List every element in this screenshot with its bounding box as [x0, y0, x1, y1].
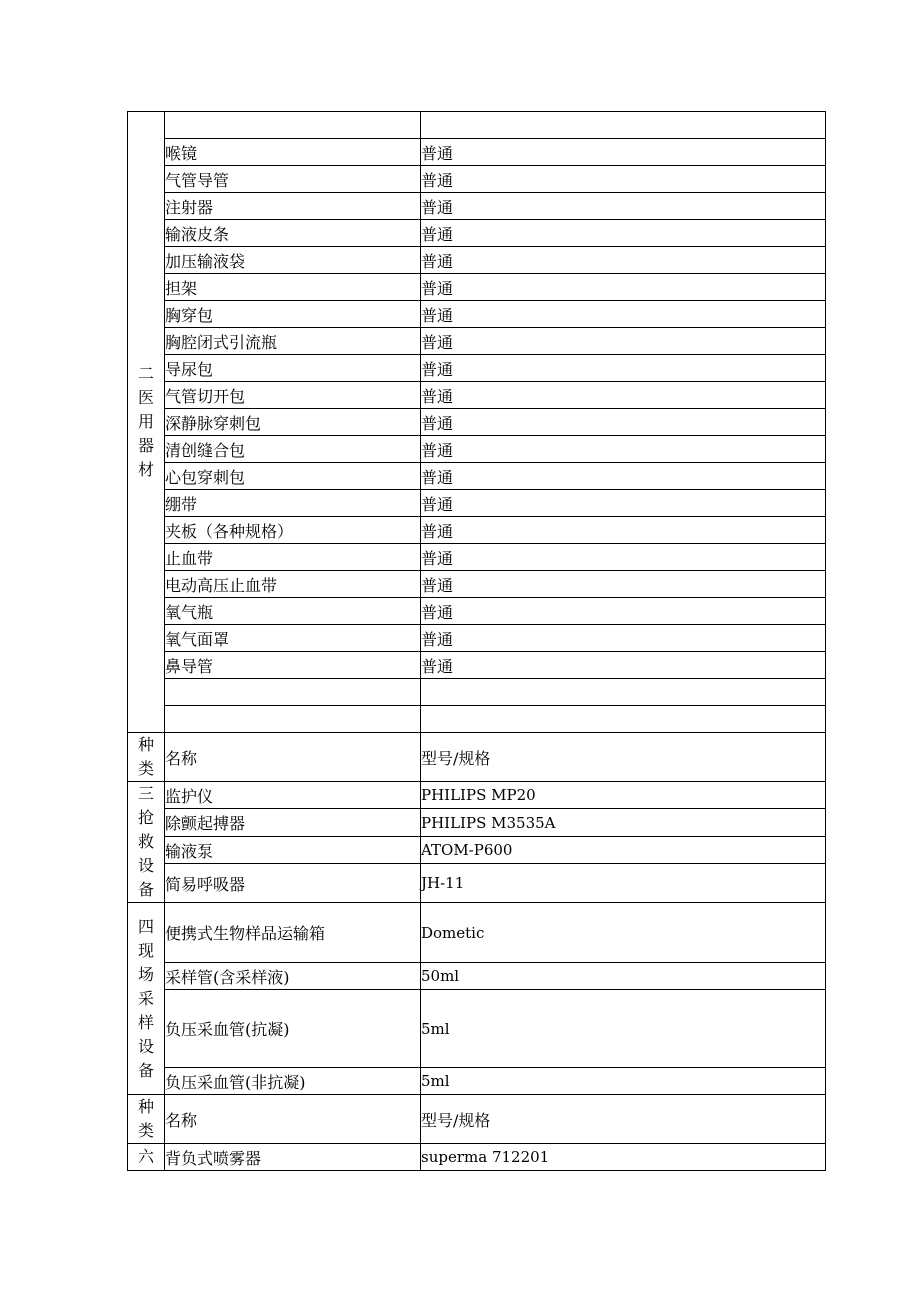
item-name: 加压输液袋: [165, 247, 421, 274]
item-spec: 普通: [421, 463, 826, 490]
item-name: 输液皮条: [165, 220, 421, 247]
category-char: 设: [137, 1036, 154, 1056]
item-spec: ATOM-P600: [421, 836, 826, 863]
category-char: 设: [137, 856, 154, 875]
item-name: 简易呼吸器: [165, 864, 421, 903]
category-char: 种: [137, 735, 154, 754]
item-name: 注射器: [165, 193, 421, 220]
equipment-table: [127, 111, 826, 1171]
category-header-cell: [128, 733, 165, 782]
item-name: [165, 112, 421, 139]
category-char: 样: [137, 1012, 154, 1032]
table-row: [128, 112, 826, 139]
table-row: [128, 1144, 826, 1171]
table-row: [128, 990, 826, 1068]
table-row: [128, 139, 826, 166]
item-name: 背负式喷雾器: [165, 1144, 421, 1171]
item-name: 便携式生物样品运输箱: [165, 903, 421, 963]
category-char: 类: [137, 759, 154, 778]
item-spec: [421, 679, 826, 706]
category-char: 现: [137, 940, 154, 960]
item-name: [165, 706, 421, 733]
spec-header: 型号/规格: [421, 733, 826, 782]
name-header: 名称: [165, 1095, 421, 1144]
item-spec: 普通: [421, 490, 826, 517]
category-char: 器: [137, 436, 154, 455]
item-name: 负压采血管(抗凝): [165, 990, 421, 1068]
table-row: [128, 963, 826, 990]
table-row: [128, 864, 826, 903]
table-row: [128, 247, 826, 274]
table-row: [128, 598, 826, 625]
category-char: 救: [137, 832, 154, 851]
table-row: [128, 625, 826, 652]
category-char: 种: [137, 1097, 154, 1116]
table-row: [128, 544, 826, 571]
category-char: 二: [137, 364, 154, 383]
table-row: [128, 836, 826, 863]
table-row: [128, 220, 826, 247]
item-spec: 普通: [421, 571, 826, 598]
item-spec: PHILIPS MP20: [421, 782, 826, 809]
item-spec: 普通: [421, 652, 826, 679]
item-spec: [421, 706, 826, 733]
item-spec: 普通: [421, 247, 826, 274]
spec-header: 型号/规格: [421, 1095, 826, 1144]
item-spec: 普通: [421, 220, 826, 247]
item-spec: 普通: [421, 382, 826, 409]
table-row: [128, 571, 826, 598]
item-spec: PHILIPS M3535A: [421, 809, 826, 836]
category-char: 六: [137, 1147, 154, 1166]
item-name: 气管导管: [165, 166, 421, 193]
item-name: 导尿包: [165, 355, 421, 382]
item-name: 电动高压止血带: [165, 571, 421, 598]
item-spec: 普通: [421, 274, 826, 301]
header-row: [128, 1095, 826, 1144]
table-row: [128, 706, 826, 733]
item-name: 鼻导管: [165, 652, 421, 679]
category-char: 四: [137, 916, 154, 936]
item-name: 氧气瓶: [165, 598, 421, 625]
category-char: 采: [137, 988, 154, 1008]
item-name: 监护仪: [165, 782, 421, 809]
table-row: [128, 1068, 826, 1095]
table-row: [128, 517, 826, 544]
item-name: 喉镜: [165, 139, 421, 166]
item-spec: 普通: [421, 301, 826, 328]
table-row: [128, 463, 826, 490]
category-char: 场: [137, 964, 154, 984]
table-row: [128, 166, 826, 193]
table-row: [128, 355, 826, 382]
table-row: [128, 809, 826, 836]
table-row: [128, 382, 826, 409]
item-spec: 普通: [421, 355, 826, 382]
category-header-cell: [128, 1095, 165, 1144]
item-spec: 普通: [421, 517, 826, 544]
item-name: 采样管(含采样液): [165, 963, 421, 990]
item-spec: 普通: [421, 166, 826, 193]
table-row: [128, 782, 826, 809]
category-char: 备: [137, 880, 154, 899]
item-name: 除颤起搏器: [165, 809, 421, 836]
table-row: [128, 409, 826, 436]
item-name: 胸穿包: [165, 301, 421, 328]
item-spec: 5ml: [421, 990, 826, 1068]
item-name: 心包穿刺包: [165, 463, 421, 490]
category-char: 材: [137, 460, 154, 479]
table-row: [128, 328, 826, 355]
category-cell-medical-supplies: [128, 112, 165, 733]
item-name: 输液泵: [165, 836, 421, 863]
item-name: 胸腔闭式引流瓶: [165, 328, 421, 355]
item-name: 负压采血管(非抗凝): [165, 1068, 421, 1095]
item-spec: 普通: [421, 544, 826, 571]
item-spec: 5ml: [421, 1068, 826, 1095]
table-row: [128, 193, 826, 220]
item-spec: 普通: [421, 409, 826, 436]
item-name: 氧气面罩: [165, 625, 421, 652]
category-cell-six: [128, 1144, 165, 1171]
table-row: [128, 301, 826, 328]
item-spec: 普通: [421, 598, 826, 625]
item-name: 气管切开包: [165, 382, 421, 409]
item-spec: 50ml: [421, 963, 826, 990]
item-spec: Dometic: [421, 903, 826, 963]
name-header: 名称: [165, 733, 421, 782]
item-name: 清创缝合包: [165, 436, 421, 463]
table-row: [128, 490, 826, 517]
category-char: 抢: [137, 808, 154, 827]
item-name: 止血带: [165, 544, 421, 571]
header-row: [128, 733, 826, 782]
item-spec: [421, 112, 826, 139]
item-name: 夹板（各种规格）: [165, 517, 421, 544]
item-spec: 普通: [421, 436, 826, 463]
category-char: 用: [137, 412, 154, 431]
table-row: [128, 436, 826, 463]
table-row: [128, 274, 826, 301]
table-row: [128, 679, 826, 706]
table-row: [128, 903, 826, 963]
item-spec: JH-11: [421, 864, 826, 903]
item-name: 绷带: [165, 490, 421, 517]
table-row: [128, 652, 826, 679]
item-name: 深静脉穿刺包: [165, 409, 421, 436]
item-spec: 普通: [421, 328, 826, 355]
item-spec: 普通: [421, 139, 826, 166]
category-char: 三: [137, 784, 154, 803]
item-name: [165, 679, 421, 706]
category-char: 医: [137, 388, 154, 407]
category-cell-field-sampling: [128, 903, 165, 1095]
category-cell-rescue-equipment: [128, 782, 165, 903]
item-name: 担架: [165, 274, 421, 301]
item-spec: 普通: [421, 625, 826, 652]
item-spec: 普通: [421, 193, 826, 220]
item-spec: superma 712201: [421, 1144, 826, 1171]
category-char: 类: [137, 1121, 154, 1140]
category-char: 备: [137, 1060, 154, 1080]
